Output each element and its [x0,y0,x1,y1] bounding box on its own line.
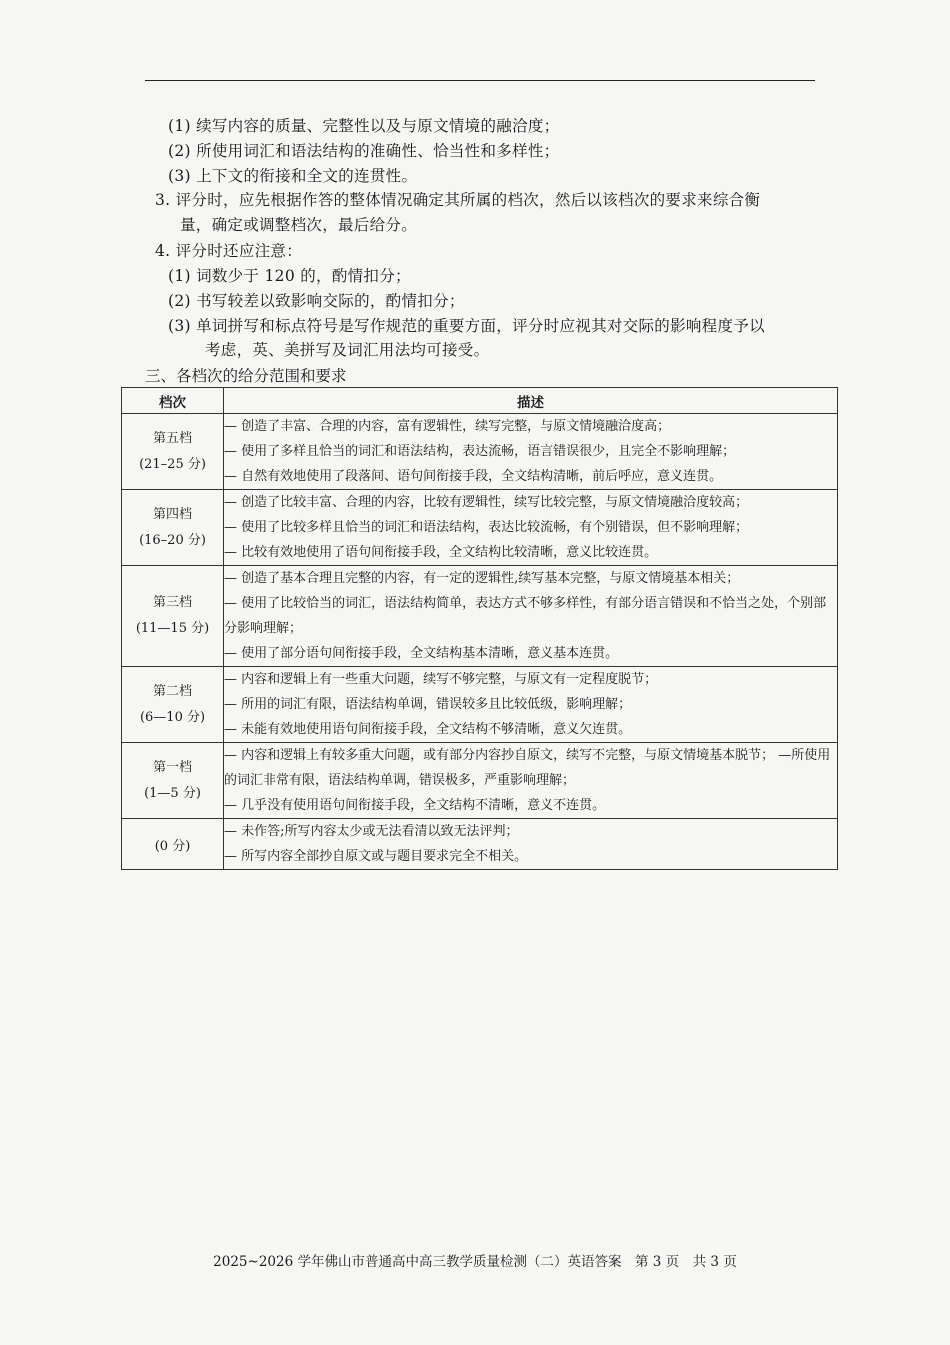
desc-cell [224,490,838,566]
desc-line: — 创造了丰富、合理的内容，富有逻辑性，续写完整，与原文情境融洽度高； [224,419,671,434]
note-3-cont: 考虑，英、美拼写及词汇用法均可接受。 [205,341,490,359]
level-cell [122,667,224,743]
top-rule [145,80,815,81]
desc-line: — 未能有效地使用语句间衔接手段，全文结构不够清晰，意义欠连贯。 [224,722,632,737]
desc-line: — 未作答;所写内容太少或无法看清以致无法评判； [224,824,519,839]
section-heading: 三、各档次的给分范围和要求 [145,367,347,385]
level-score: (11—15 分) [135,621,210,636]
desc-line: — 几乎没有使用语句间衔接手段，全文结构不清晰，意义不连贯。 [224,798,606,813]
desc-line: — 创造了基本合理且完整的内容，有一定的逻辑性,续写基本完整，与原文情境基本相关； [224,571,740,586]
desc-cell [224,743,838,819]
table-row [122,490,838,566]
level-score: (6—10 分) [139,709,206,725]
level-cell [122,743,224,819]
desc-line: — 内容和逻辑上有较多重大问题，或有部分内容抄自原文，续写不完整，与原文情境基本脱节； —所使用的词汇非常有限，语法结构单调，错误极多，严重影响理解； [224,748,831,788]
desc-line: — 使用了部分语句间衔接手段，全文结构基本清晰，意义基本连贯。 [224,646,619,661]
desc-cell [224,566,838,667]
criterion-3: (3) 上下文的衔接和全文的连贯性。 [168,167,418,185]
desc-cell [224,667,838,743]
table-row [122,743,838,819]
level-name: 第五档 [152,430,192,446]
table-row [122,667,838,743]
note-1: (1) 词数少于 120 的，酌情扣分； [168,267,411,285]
desc-line: — 自然有效地使用了段落间、语句间衔接手段，全文结构清晰，前后呼应，意义连贯。 [224,469,723,484]
page-footer: 2025~2026 学年佛山市普通高中高三教学质量检测（二）英语答案 第 3 页 共 3 页 [213,1254,737,1270]
level-score: (1—5 分) [144,785,201,801]
rule-3: 3. 评分时，应先根据作答的整体情况确定其所属的档次，然后以该档次的要求来综合衡 [155,191,761,209]
table-row [122,566,838,667]
level-cell [122,490,224,566]
desc-line: — 所写内容全部抄自原文或与题目要求完全不相关。 [224,849,528,864]
rule-3-cont: 量，确定或调整档次，最后给分。 [180,216,418,234]
note-2: (2) 书写较差以致影响交际的，酌情扣分； [168,292,465,310]
desc-line: — 使用了比较恰当的词汇，语法结构简单，表达方式不够多样性，有部分语言错误和不恰当之处，个别部分影响理解； [224,596,827,636]
level-score: (21–25 分) [139,456,206,472]
level-score: (16–20 分) [139,532,206,548]
desc-line: — 使用了比较多样且恰当的词汇和语法结构，表达比较流畅，有个别错误，但不影响理解； [224,520,749,535]
level-name: 第二档 [152,683,192,699]
level-cell [122,414,224,490]
desc-line: — 所用的词汇有限，语法结构单调，错误较多且比较低级，影响理解； [224,697,632,712]
table-row [122,414,838,490]
header-desc: 描述 [224,388,838,414]
level-name: 第四档 [152,506,192,522]
desc-cell [224,819,838,870]
note-3: (3) 单词拼写和标点符号是写作规范的重要方面，评分时应视其对交际的影响程度予以 [168,317,765,335]
level-cell [122,566,224,667]
table-header-row [122,388,838,414]
level-cell [122,819,224,870]
level-name: 第三档 [152,595,192,610]
level-name: 第一档 [152,759,192,775]
desc-line: — 比较有效地使用了语句间衔接手段，全文结构比较清晰，意义比较连贯。 [224,545,658,560]
criterion-2: (2) 所使用词汇和语法结构的准确性、恰当性和多样性； [168,142,560,160]
rule-4: 4. 评分时还应注意： [155,242,303,260]
desc-cell [224,414,838,490]
level-score: (0 分) [154,838,191,854]
desc-line: — 创造了比较丰富、合理的内容，比较有逻辑性，续写比较完整，与原文情境融洽度较高； [224,495,749,510]
criterion-1: (1) 续写内容的质量、完整性以及与原文情境的融洽度； [168,117,560,135]
desc-line: — 内容和逻辑上有一些重大问题，续写不够完整，与原文有一定程度脱节； [224,672,658,687]
table-row [122,819,838,870]
grade-table [121,387,838,870]
header-level: 档次 [122,388,224,414]
desc-line: — 使用了多样且恰当的词汇和语法结构，表达流畅，语言错误很少，且完全不影响理解； [224,444,736,459]
